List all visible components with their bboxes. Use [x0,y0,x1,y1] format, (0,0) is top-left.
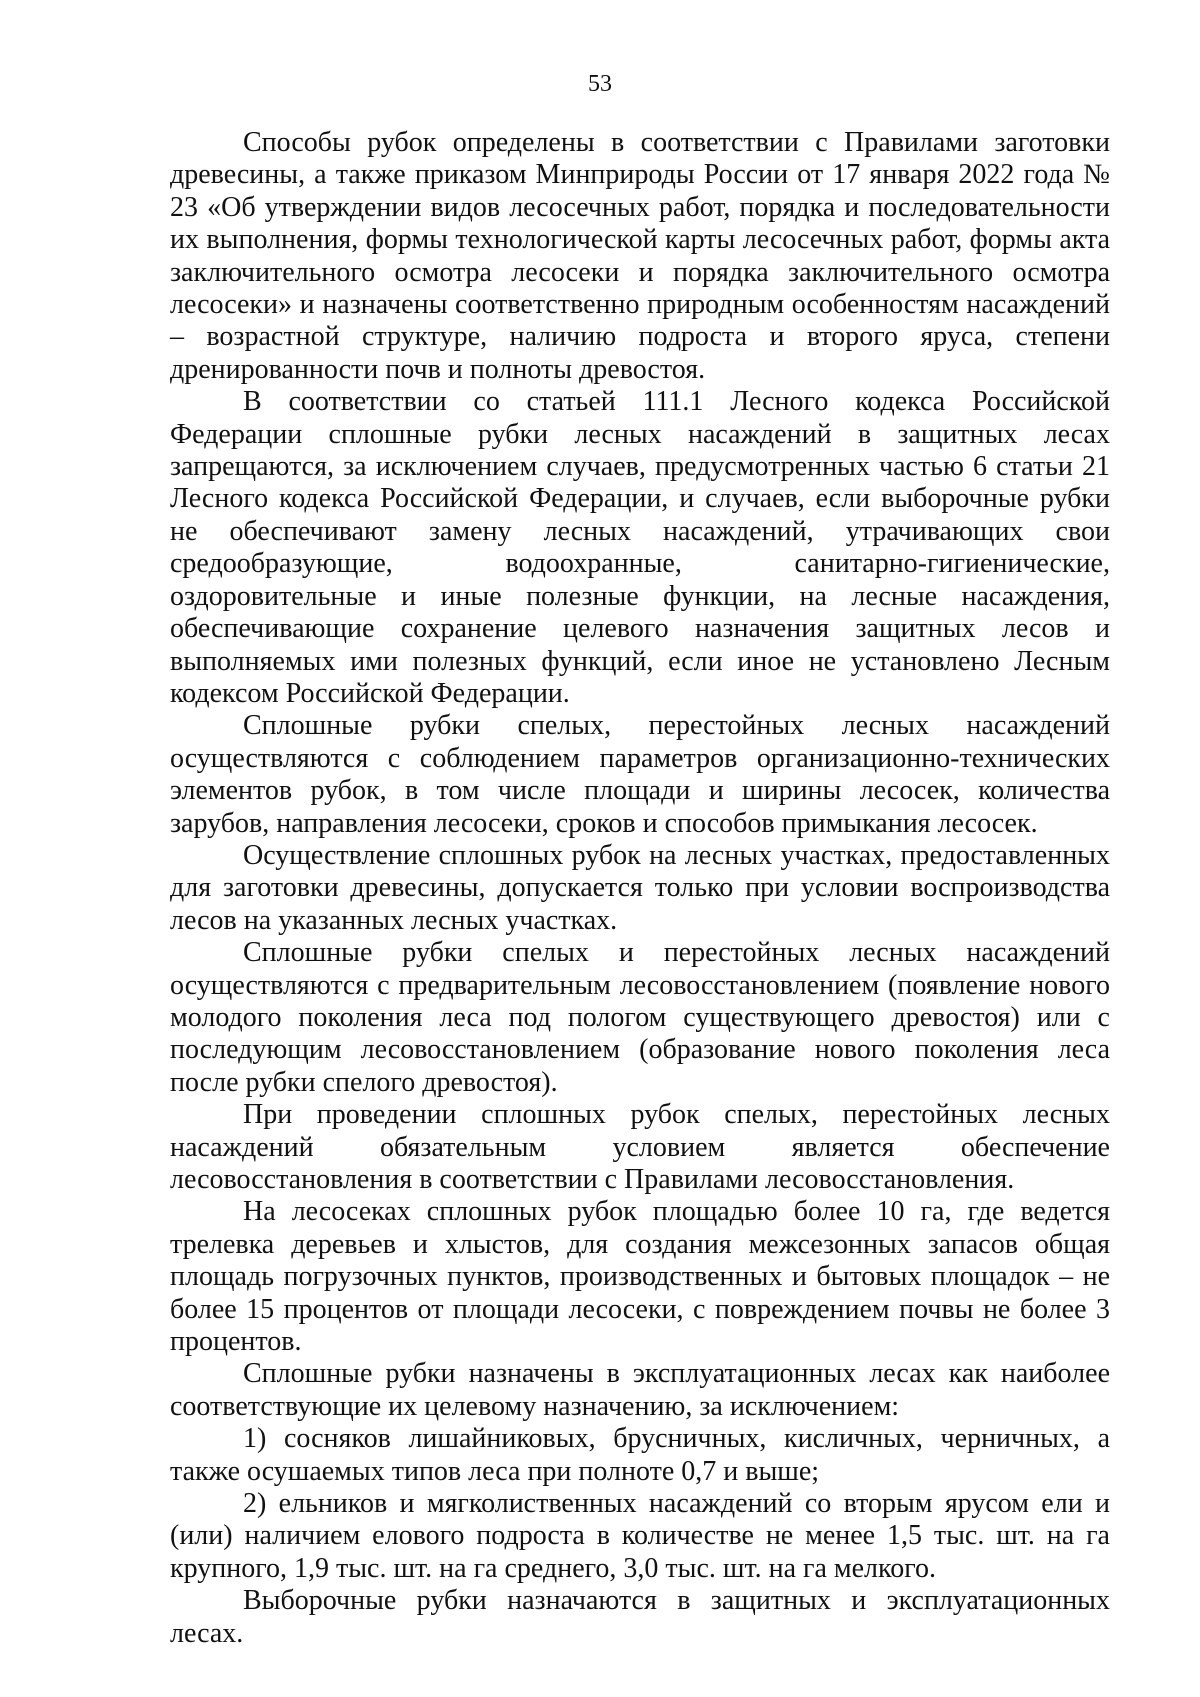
list-item-pine-stands: 1) сосняков лишайниковых, брусничных, кисличных, черничных, а также осушаемых типов леса при полноте 0,7 и выше; [170,1423,1110,1487]
paragraph-reproduction-condition: Осуществление сплошных рубок на лесных участках, предоставленных для заготовки древесины, допускается только при условии воспроизводства лесов на указанных лесных участках. [170,839,1110,936]
paragraph-reforestation-types: Сплошные рубки спелых и перестойных лесных насаждений осуществляются с предварительным лесовосстановлением (появление нового молодого поколения леса под пологом существующего древостоя) или с последующим лесовосстановлением (образование нового поколения леса после рубки спелого древостоя). [170,937,1110,1098]
document-body [170,127,1110,1650]
paragraph-selective-cutting: Выборочные рубки назначаются в защитных и эксплуатационных лесах. [170,1585,1110,1649]
paragraph-cutting-methods: Способы рубок определены в соответствии с Правилами заготовки древесины, а также приказом Минприроды России от 17 января 2022 года № 23 «Об утверждении видов лесосечных работ, порядка и последовательности их выполнения, формы технологической карты лесосечных работ, формы акта заключительного осмотра лесосеки и порядка заключительного осмотра лесосеки» и назначены соответственно природным особенностям насаждений – возрастной структуре, наличию подроста и второго яруса, степени дренированности почв и полноты древостоя. [170,127,1110,385]
paragraph-exploitation-forests: Сплошные рубки назначены в эксплуатационных лесах как наиболее соответствующие их целевому назначению, за исключением: [170,1358,1110,1422]
paragraph-protective-forests: В соответствии со статьей 111.1 Лесного кодекса Российской Федерации сплошные рубки лесных насаждений в защитных лесах запрещаются, за исключением случаев, предусмотренных частью 6 статьи 21 Лесного кодекса Российской Федерации, и случаев, если выборочные рубки не обеспечивают замену лесных насаждений, утрачивающих свои средообразующие, водоохранные, санитарно-гигиенические, оздоровительные и иные полезные функции, на лесные насаждения, обеспечивающие сохранение целевого назначения защитных лесов и выполняемых ими полезных функций, если иное не установлено Лесным кодексом Российской Федерации. [170,386,1110,709]
page-number: 53 [588,71,612,97]
list-item-spruce-stands: 2) ельников и мягколиственных насаждений со вторым ярусом ели и (или) наличием елового подроста в количестве не менее 1,5 тыс. шт. на га крупного, 1,9 тыс. шт. на га среднего, 3,0 тыс. шт. на га мелкого. [170,1488,1110,1584]
paragraph-area-limits: На лесосеках сплошных рубок площадью более 10 га, где ведется трелевка деревьев и хлыстов, для создания межсезонных запасов общая площадь погрузочных пунктов, производственных и бытовых площадок – не более 15 процентов от площади лесосеки, с повреждением почвы не более 3 процентов. [170,1196,1110,1358]
paragraph-clear-cut-parameters: Сплошные рубки спелых, перестойных лесных насаждений осуществляются с соблюдением параметров организационно-технических элементов рубок, в том числе площади и ширины лесосек, количества зарубов, направления лесосеки, сроков и способов примыкания лесосек. [170,710,1110,839]
paragraph-mandatory-condition: При проведении сплошных рубок спелых, перестойных лесных насаждений обязательным условием является обеспечение лесовосстановления в соответствии с Правилами лесовосстановления. [170,1099,1110,1195]
